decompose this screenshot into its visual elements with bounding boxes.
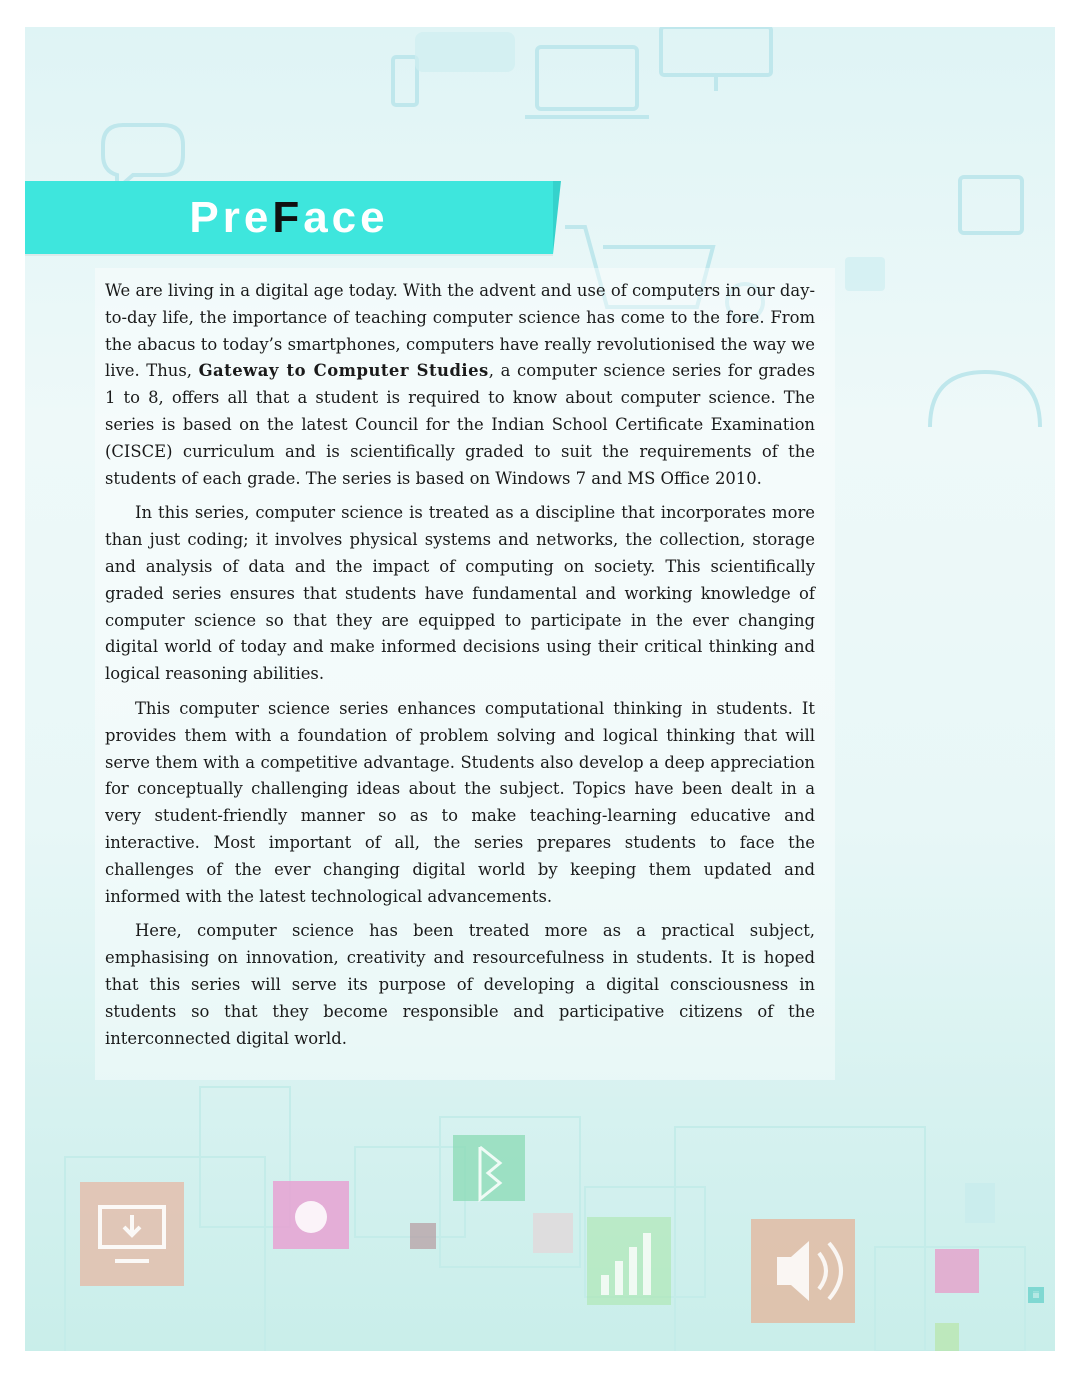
paragraph-1-text-b: , a computer science series for grades 1 to 8, offers all that a student is required to know about computer science. The series is based on the latest Council for the Indian School Certificate Examination (CISCE) curriculum and is scientifically graded to suit the requirements of the students of each grade. The series is based on Windows 7 and MS Office 2010. — [105, 361, 815, 488]
title-part-post: ace — [303, 193, 389, 242]
background-decoration-bottom — [25, 1047, 1055, 1351]
title-banner — [25, 181, 553, 254]
laptop-icon — [537, 47, 637, 109]
monitor-icon — [661, 27, 771, 75]
title-part-pre: Pre — [189, 193, 273, 242]
paragraph-4: Here, computer science has been treated more as a practical subject, emphasising on innovation, creativity and resourcefulness in students. It is hoped that this series will serve its purpose of developing a digital consciousness in students so that they become responsible and participative citizens of the interconnected digital world. — [105, 921, 815, 1048]
paragraph-2: In this series, computer science is treated as a discipline that incorporates more than just coding; it involves physical systems and networks, the collection, storage and analysis of data and the impact of computing on society. This scientifically graded series ensures that students have fundamental and working knowledge of computer science so that they are equipped to participate in the ever changing digital world of today and make informed decisions using their critical thinking and logical reasoning abilities. — [105, 503, 815, 684]
paragraph-1-text-a: We are living in a digital age today. With the advent and use of computers in our day-to-day life, the importance of teaching computer science has come to the fore. From the abacus to today’s smartphones, computers have really revolutionised the way we live. Thus, — [105, 281, 815, 381]
preface-body — [105, 278, 815, 1060]
pen-icon — [935, 1249, 979, 1293]
chat-bubble-icon — [103, 125, 183, 189]
smartphone-icon — [393, 57, 417, 105]
page-number: iii — [1028, 1287, 1044, 1303]
picture-icon — [960, 177, 1022, 233]
page-title — [25, 181, 553, 254]
title-highlight-letter: F — [272, 193, 304, 242]
wifi-icon — [410, 1223, 436, 1249]
paragraph-3: This computer science series enhances computational thinking in students. It provides them with a foundation of problem solving and logical thinking that will serve them with a competitive advantage. Students also develop a deep appreciation for conceptually challenging ideas about the subject. Topics have been dealt in a very student-friendly manner so as to make teaching-learning educative and interactive. Most important of all, the series prepares students to face the challenges of the ever changing digital world by keeping them updated and informed with the latest technological advancements. — [105, 698, 815, 906]
series-name: Gateway to Computer Studies — [198, 361, 489, 381]
headphones-icon — [930, 372, 1040, 427]
title-banner-tail — [553, 181, 561, 254]
paragraph-1 — [105, 278, 815, 492]
